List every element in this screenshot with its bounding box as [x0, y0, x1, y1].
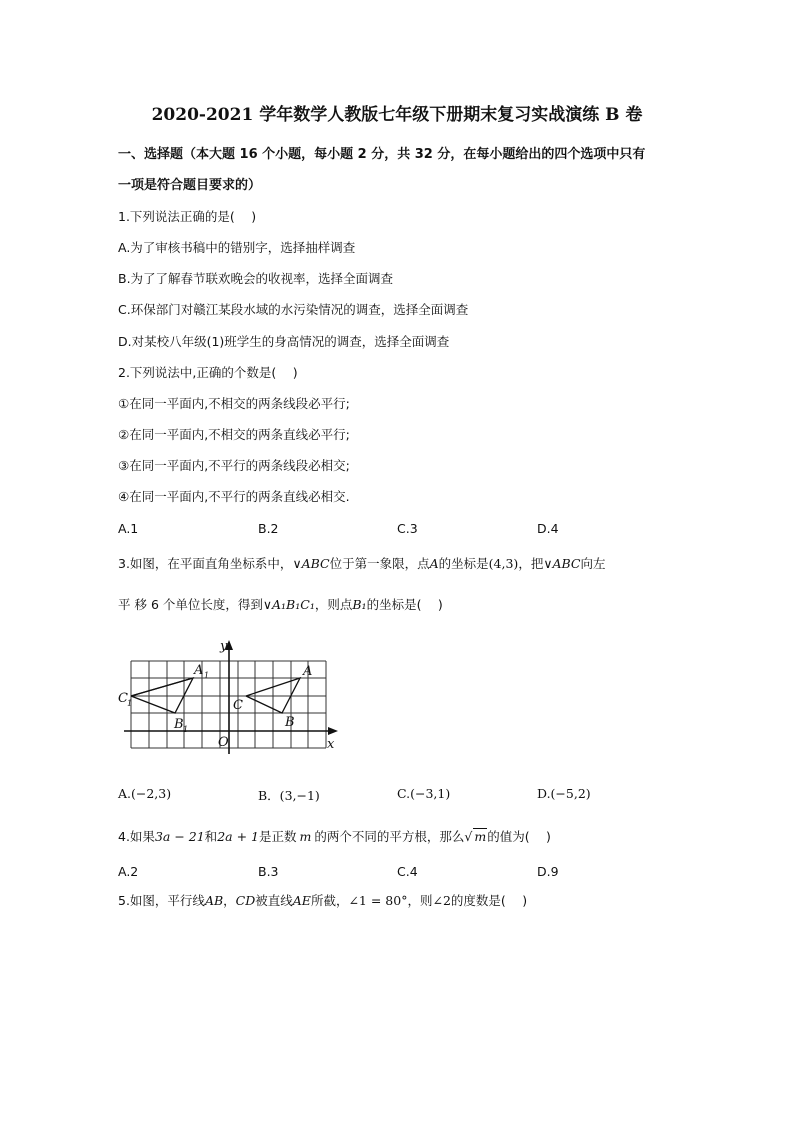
- label-c: C: [233, 698, 243, 713]
- label-origin: O: [218, 735, 229, 750]
- label-b1-subscript: 1: [183, 725, 189, 734]
- question-2-statement-3: ③在同一平面内,不平行的两条线段必相交;: [118, 458, 350, 473]
- question-2-option-c: C.3: [397, 521, 418, 536]
- label-c1-subscript: 1: [127, 699, 133, 708]
- question-4-option-c: C.4: [397, 864, 418, 879]
- question-2-statement-1: ①在同一平面内,不相交的两条线段必平行;: [118, 396, 350, 411]
- question-3-option-b: B．(3,−1): [258, 788, 320, 803]
- question-5-stem: 5.如图，平行线AB，CD被直线AE所截，∠1 = 80°，则∠2的度数是( ): [118, 893, 528, 908]
- question-1-option-d: D.对某校八年级(1)班学生的身高情况的调查，选择全面调查: [118, 334, 450, 349]
- question-2-stem: 2.下列说法中,正确的个数是( ): [118, 365, 298, 380]
- label-a1: A: [194, 663, 204, 678]
- label-a1-subscript: 1: [204, 671, 210, 680]
- question-4-option-b: B.3: [258, 864, 279, 879]
- question-3-stem-line-2: 平 移 6 个单位长度，得到∨A₁B₁C₁，则点B₁的坐标是( ): [118, 597, 443, 612]
- question-2-option-d: D.4: [537, 521, 559, 536]
- question-4-stem: 4.如果3a − 21和2a + 1是正数 m 的两个不同的平方根，那么√ m的值为( ): [118, 829, 551, 844]
- question-2-option-a: A.1: [118, 521, 139, 536]
- label-a: A: [303, 664, 313, 679]
- x-axis-arrow: [328, 727, 338, 735]
- label-b1: B: [174, 717, 184, 732]
- question-1-stem: 1.下列说法正确的是( ): [118, 209, 257, 224]
- section-heading: 一、选择题（本大题 16 个小题，每小题 2 分，共 32 分，在每小题给出的四个选项中只有: [118, 147, 646, 162]
- question-3-option-c: C.(−3,1): [397, 786, 451, 801]
- page-title: 2020-2021 学年数学人教版七年级下册期末复习实战演练 B 卷: [151, 105, 643, 125]
- question-3-option-d: D.(−5,2): [537, 786, 591, 801]
- question-2-statement-4: ④在同一平面内,不平行的两条直线必相交.: [118, 489, 350, 504]
- label-c1: C: [118, 691, 128, 706]
- question-2-option-b: B.2: [258, 521, 279, 536]
- question-4-option-d: D.9: [537, 864, 559, 879]
- label-b: B: [285, 715, 295, 730]
- section-heading-continued: 一项是符合题目要求的）: [118, 178, 262, 193]
- coordinate-grid-figure: [112, 636, 347, 756]
- question-3-stem-line-1: 3.如图，在平面直角坐标系中，∨ABC位于第一象限，点A的坐标是(4,3)，把∨ABC向左: [118, 556, 606, 571]
- question-1-option-a: A.为了审核书稿中的错别字，选择抽样调查: [118, 240, 356, 255]
- question-3-option-a: A.(−2,3): [118, 786, 172, 801]
- label-x: x: [327, 737, 335, 752]
- square-root-of-m: √ m: [464, 829, 487, 844]
- question-1-option-c: C.环保部门对赣江某段水域的水污染情况的调查，选择全面调查: [118, 302, 469, 317]
- label-y: y: [220, 639, 228, 654]
- question-1-option-b: B.为了了解春节联欢晚会的收视率，选择全面调查: [118, 271, 394, 286]
- question-4-option-a: A.2: [118, 864, 139, 879]
- question-2-statement-2: ②在同一平面内,不相交的两条直线必平行;: [118, 427, 350, 442]
